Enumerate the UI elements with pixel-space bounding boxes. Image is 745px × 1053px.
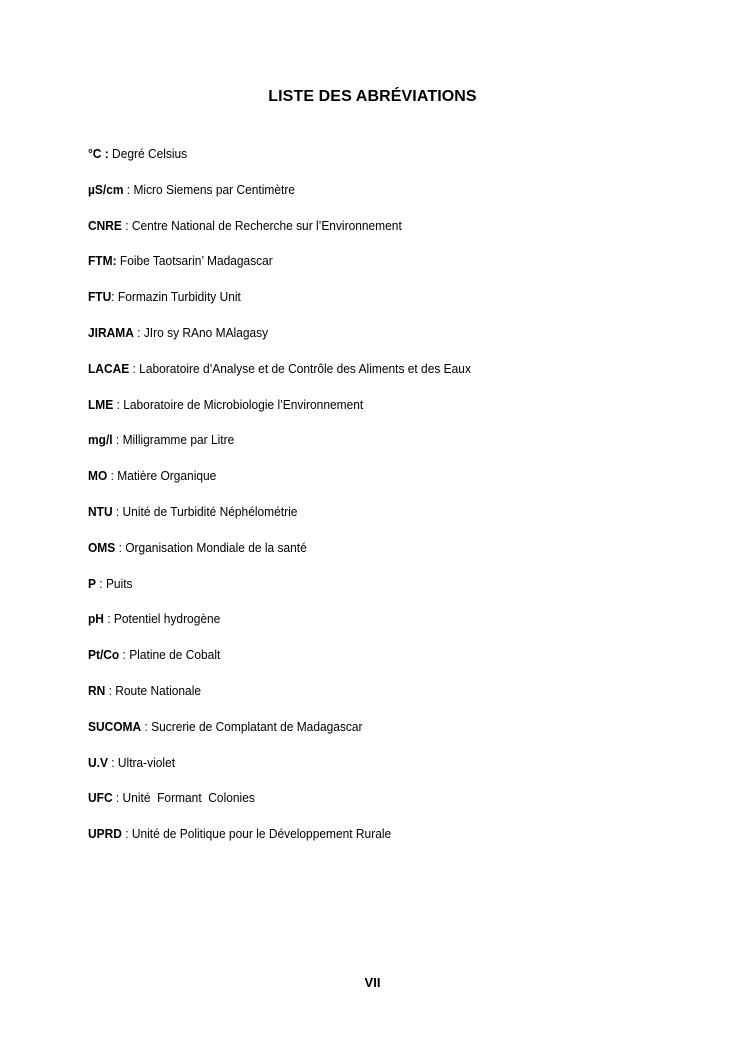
abbreviation-definition: : Ultra-violet <box>107 754 176 770</box>
abbreviation-item <box>88 719 658 755</box>
abbreviation-term: UFC <box>88 790 113 806</box>
abbreviation-item <box>88 289 658 325</box>
abbreviation-item <box>88 540 658 576</box>
page-title: LISTE DES ABRÉVIATIONS <box>268 88 477 105</box>
abbreviation-item <box>88 755 658 791</box>
abbreviation-term: FTU <box>88 289 112 305</box>
abbreviation-definition: : Unité de Politique pour le Développement Rurale <box>121 826 392 842</box>
abbreviation-term: Pt/Co <box>88 647 120 663</box>
abbreviation-item <box>88 146 658 182</box>
abbreviation-term: RN <box>88 682 106 698</box>
abbreviation-term: U.V <box>88 754 108 770</box>
abbreviation-definition: : Unité Formant Colonies <box>112 790 255 806</box>
abbreviation-item <box>88 611 658 647</box>
abbreviation-term: °C : <box>88 146 109 161</box>
abbreviation-definition: : Organisation Mondiale de la santé <box>115 539 307 555</box>
abbreviation-term: µS/cm <box>88 181 124 197</box>
abbreviation-definition: : Matière Organique <box>107 468 217 484</box>
abbreviation-term: mg/l <box>88 432 113 448</box>
abbreviation-definition: Foibe Taotsarin’ Madagascar <box>116 253 273 269</box>
abbreviation-term: LME <box>88 396 114 412</box>
abbreviation-item <box>88 253 658 289</box>
abbreviation-item <box>88 504 658 540</box>
abbreviation-item <box>88 218 658 254</box>
abbreviation-definition: : Milligramme par Litre <box>112 432 235 448</box>
abbreviation-item <box>88 647 658 683</box>
abbreviation-term: JIRAMA <box>88 324 134 340</box>
abbreviation-item <box>88 361 658 397</box>
abbreviation-definition: : Platine de Cobalt <box>119 647 221 663</box>
abbreviation-item <box>88 432 658 468</box>
abbreviation-definition: : Potentiel hydrogène <box>103 611 221 627</box>
abbreviation-definition: : Micro Siemens par Centimètre <box>123 181 295 197</box>
abbreviation-definition: Degré Celsius <box>108 146 188 161</box>
abbreviation-list <box>88 146 708 862</box>
abbreviation-term: FTM: <box>88 253 117 269</box>
abbreviation-item <box>88 182 658 218</box>
abbreviation-item <box>88 826 658 862</box>
abbreviation-term: LACAE <box>88 360 130 376</box>
abbreviation-definition: : JIro sy RAno MAlagasy <box>133 324 269 340</box>
abbreviation-item <box>88 576 658 612</box>
abbreviation-term: NTU <box>88 503 113 519</box>
abbreviation-definition: : Laboratoire de Microbiologie l’Environnement <box>113 396 364 412</box>
abbreviation-definition: : Puits <box>95 575 133 591</box>
abbreviation-item <box>88 325 658 361</box>
abbreviation-definition: : Sucrerie de Complatant de Madagascar <box>141 718 363 734</box>
abbreviation-definition: : Centre National de Recherche sur l’Environnement <box>121 217 402 233</box>
page-number: VII <box>364 975 381 990</box>
abbreviation-term: pH <box>88 611 104 627</box>
abbreviation-term: MO <box>88 468 108 484</box>
abbreviation-definition: : Route Nationale <box>105 682 202 698</box>
abbreviation-term: SUCOMA <box>88 718 142 734</box>
abbreviation-term: CNRE <box>88 217 122 233</box>
abbreviation-item <box>88 468 658 504</box>
abbreviation-definition: : Laboratoire d’Analyse et de Contrôle des Aliments et des Eaux <box>129 360 471 376</box>
abbreviation-definition: : Unité de Turbidité Néphélométrie <box>112 503 298 519</box>
abbreviation-definition: : Formazin Turbidity Unit <box>111 289 241 305</box>
abbreviation-item <box>88 397 658 433</box>
abbreviation-item <box>88 790 658 826</box>
abbreviation-term: UPRD <box>88 826 122 842</box>
abbreviation-item <box>88 683 658 719</box>
abbreviation-term: OMS <box>88 539 116 555</box>
abbreviation-term: P <box>88 575 96 591</box>
